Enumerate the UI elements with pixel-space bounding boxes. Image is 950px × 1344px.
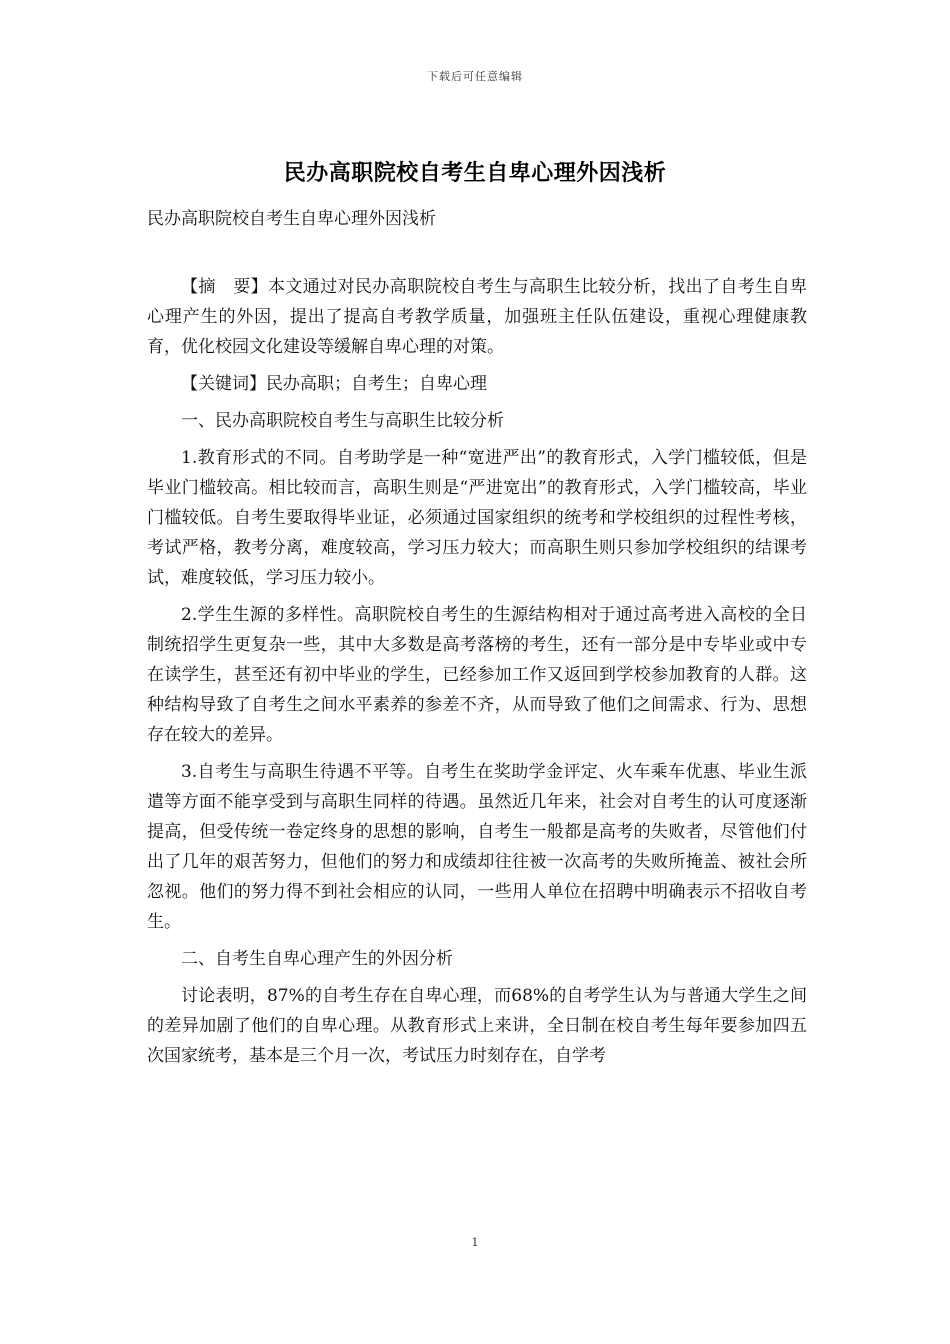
page-title: 民办高职院校自考生自卑心理外因浅析 [283,160,667,186]
page-number: 1 [471,1236,479,1249]
abstract-paragraph: 【摘 要】本文通过对民办高职院校自考生与高职生比较分析，找出了自考生自卑心理产生的外因，提出了提高自考教学质量，加强班主任队伍建设，重视心理健康教育，优化校园文化建设等缓解自卑心理的对策。 [147,277,807,357]
document-body [147,272,807,1078]
body-paragraph: 2.学生生源的多样性。高职院校自考生的生源结构相对于通过高考进入高校的全日制统招学生更复杂一些，其中大多数是高考落榜的考生，还有一部分是中专毕业或中专在读学生，甚至还有初中毕业的学生，已经参加工作又返回到学校参加教育的人群。这种结构导致了自考生之间水平素养的参差不齐，从而导致了他们之间需求、行为、思想存在较大的差异。 [147,605,807,745]
keywords-paragraph: 【关键词】民办高职；自考生；自卑心理 [181,374,487,394]
body-paragraph: 3.自考生与高职生待遇不平等。自考生在奖助学金评定、火车乘车优惠、毕业生派遣等方面不能享受到与高职生同样的待遇。虽然近几年来，社会对自考生的认可度逐渐提高，但受传统一卷定终身的思想的影响，自考生一般都是高考的失败者，尽管他们付出了几年的艰苦努力，但他们的努力和成绩却往往被一次高考的失败所掩盖、被社会所忽视。他们的努力得不到社会相应的认同，一些用人单位在招聘中明确表示不招收自考生。 [147,762,807,932]
section-heading: 二、自考生自卑心理产生的外因分析 [181,949,453,969]
section-heading: 一、民办高职院校自考生与高职生比较分析 [181,411,504,431]
subtitle: 民办高职院校自考生自卑心理外因浅析 [147,209,436,229]
body-paragraph: 1.教育形式的不同。自考助学是一种“宽进严出”的教育形式，入学门槛较低，但是毕业门槛较高。相比较而言，高职生则是“严进宽出”的教育形式，入学门槛较高，毕业门槛较低。自考生要取得毕业证，必须通过国家组织的统考和学校组织的过程性考核，考试严格，教考分离，难度较高，学习压力较大；而高职生则只参加学校组织的结课考试，难度较低，学习压力较小。 [147,448,807,588]
header-note: 下载后可任意编辑 [427,70,523,83]
body-paragraph: 讨论表明，87%的自考生存在自卑心理，而68%的自考学生认为与普通大学生之间的差异加剧了他们的自卑心理。从教育形式上来讲，全日制在校自考生每年要参加四五次国家统考，基本是三个月一次，考试压力时刻存在，自学考 [147,986,807,1066]
